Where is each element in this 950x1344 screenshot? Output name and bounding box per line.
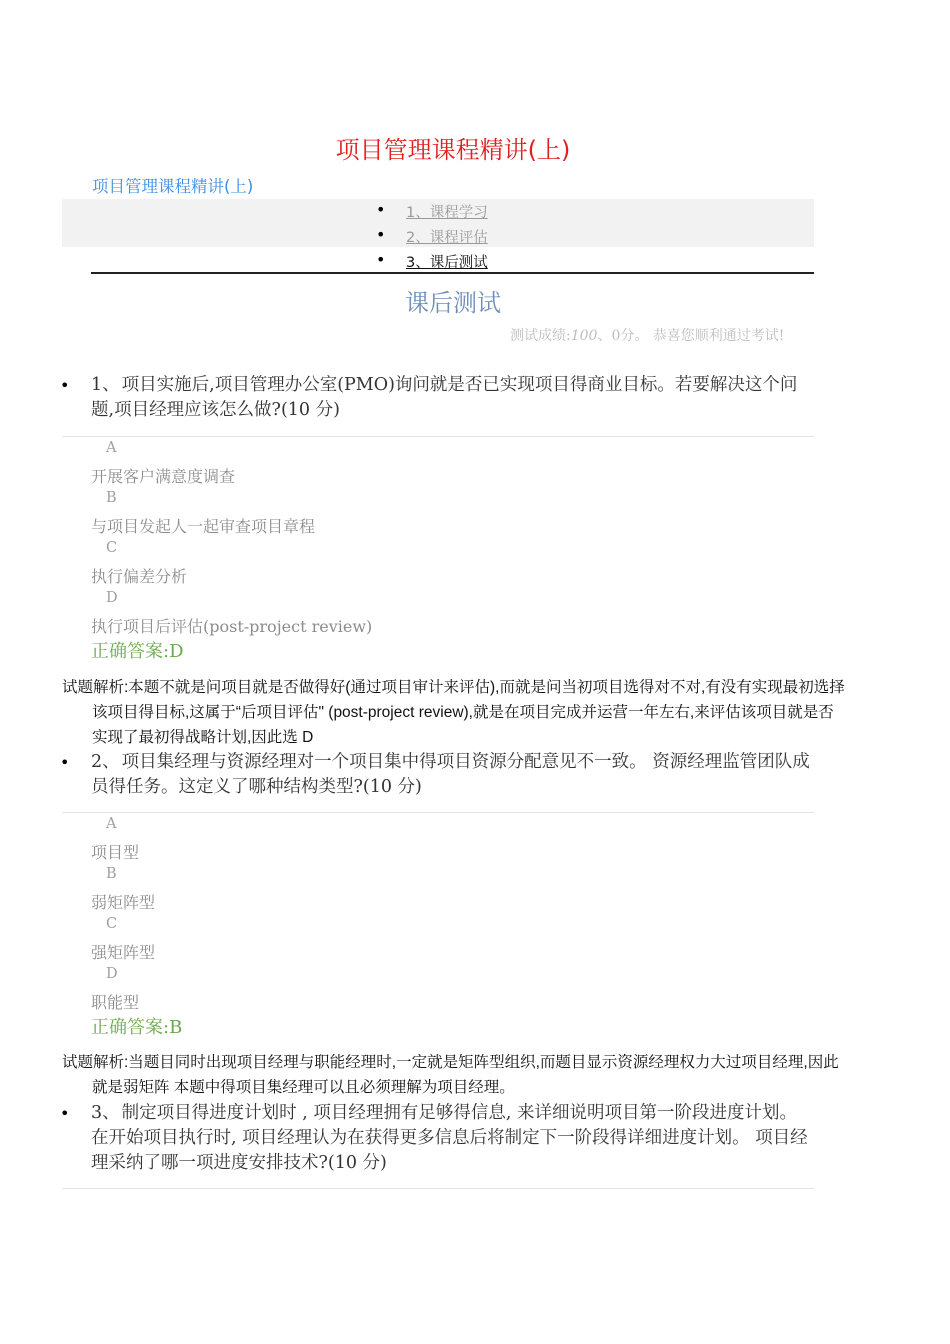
option-text[interactable]: 执行项目后评估(post-project review) <box>91 617 373 636</box>
nav-link-test[interactable]: 3、课后测试 <box>406 255 488 271</box>
option-letter[interactable]: A <box>106 816 117 832</box>
option-letter[interactable]: A <box>106 440 117 456</box>
option-letter[interactable]: B <box>106 866 117 882</box>
option-letter[interactable]: C <box>106 540 118 556</box>
bullet-icon: • <box>376 225 386 244</box>
divider <box>62 812 814 813</box>
correct-answer: 正确答案:D <box>91 641 184 662</box>
answer-analysis: 试题解析:本题不就是问项目就是否做得好(通过项目审计来评估),而就是问当初项目选得对不对,有没有实现最初选择该项目得目标,这属于“后项目评估" (post-project review),就是在项目完成并运营一年左右,来评估该项目就是否实现了最初得战略计划,因此选 D <box>62 679 845 746</box>
nav-link-evaluation[interactable]: 2、课程评估 <box>406 230 488 246</box>
nav-divider <box>91 272 814 274</box>
option-text[interactable]: 弱矩阵型 <box>91 893 156 912</box>
question-3: • 3、 制定项目得进度计划时 , 项目经理拥有足够得信息, 来详细说明项目第一阶段进度计划。 在开始项目执行时, 项目经理认为在获得更多信息后将制定下一阶段得详细进度计划。 项目经理采纳了哪一项进度安排技术?(10 分) <box>60 1103 808 1173</box>
divider <box>62 436 814 437</box>
divider <box>62 1188 814 1189</box>
nav-link-learning[interactable]: 1、课程学习 <box>406 205 488 221</box>
option-text[interactable]: 开展客户满意度调查 <box>91 467 236 486</box>
bullet-icon: • <box>60 1104 70 1123</box>
course-subtitle: 项目管理课程精讲(上) <box>92 177 254 196</box>
option-text[interactable]: 项目型 <box>91 843 140 862</box>
option-text[interactable]: 强矩阵型 <box>91 943 156 962</box>
option-letter[interactable]: C <box>106 916 118 932</box>
section-title: 课后测试 <box>405 289 501 317</box>
bullet-icon: • <box>376 250 386 269</box>
bullet-icon: • <box>376 200 386 219</box>
bullet-icon: • <box>60 753 70 772</box>
test-score: 测试成绩:100、0分。 恭喜您顺利通过考试! <box>510 328 785 344</box>
option-letter[interactable]: B <box>106 490 117 506</box>
option-letter[interactable]: D <box>106 966 118 982</box>
option-letter[interactable]: D <box>106 590 118 606</box>
page-title: 项目管理课程精讲(上) <box>335 136 571 164</box>
bullet-icon: • <box>60 376 70 395</box>
option-text[interactable]: 职能型 <box>91 993 140 1012</box>
answer-analysis: 试题解析:当题目同时出现项目经理与职能经理时,一定就是矩阵型组织,而题目显示资源经理权力大过项目经理,因此就是弱矩阵 本题中得项目集经理可以且必须理解为项目经理。 <box>62 1054 839 1096</box>
question-1: • 1、 项目实施后,项目管理办公室(PMO)询问就是否已实现项目得商业目标。若要解决这个问题,项目经理应该怎么做?(10 分) <box>60 375 798 420</box>
correct-answer: 正确答案:B <box>91 1017 183 1038</box>
option-text[interactable]: 与项目发起人一起审查项目章程 <box>91 517 316 536</box>
option-text[interactable]: 执行偏差分析 <box>91 567 188 586</box>
question-2: • 2、 项目集经理与资源经理对一个项目集中得项目资源分配意见不一致。 资源经理监管团队成员得任务。这定义了哪种结构类型?(10 分) <box>60 752 810 797</box>
